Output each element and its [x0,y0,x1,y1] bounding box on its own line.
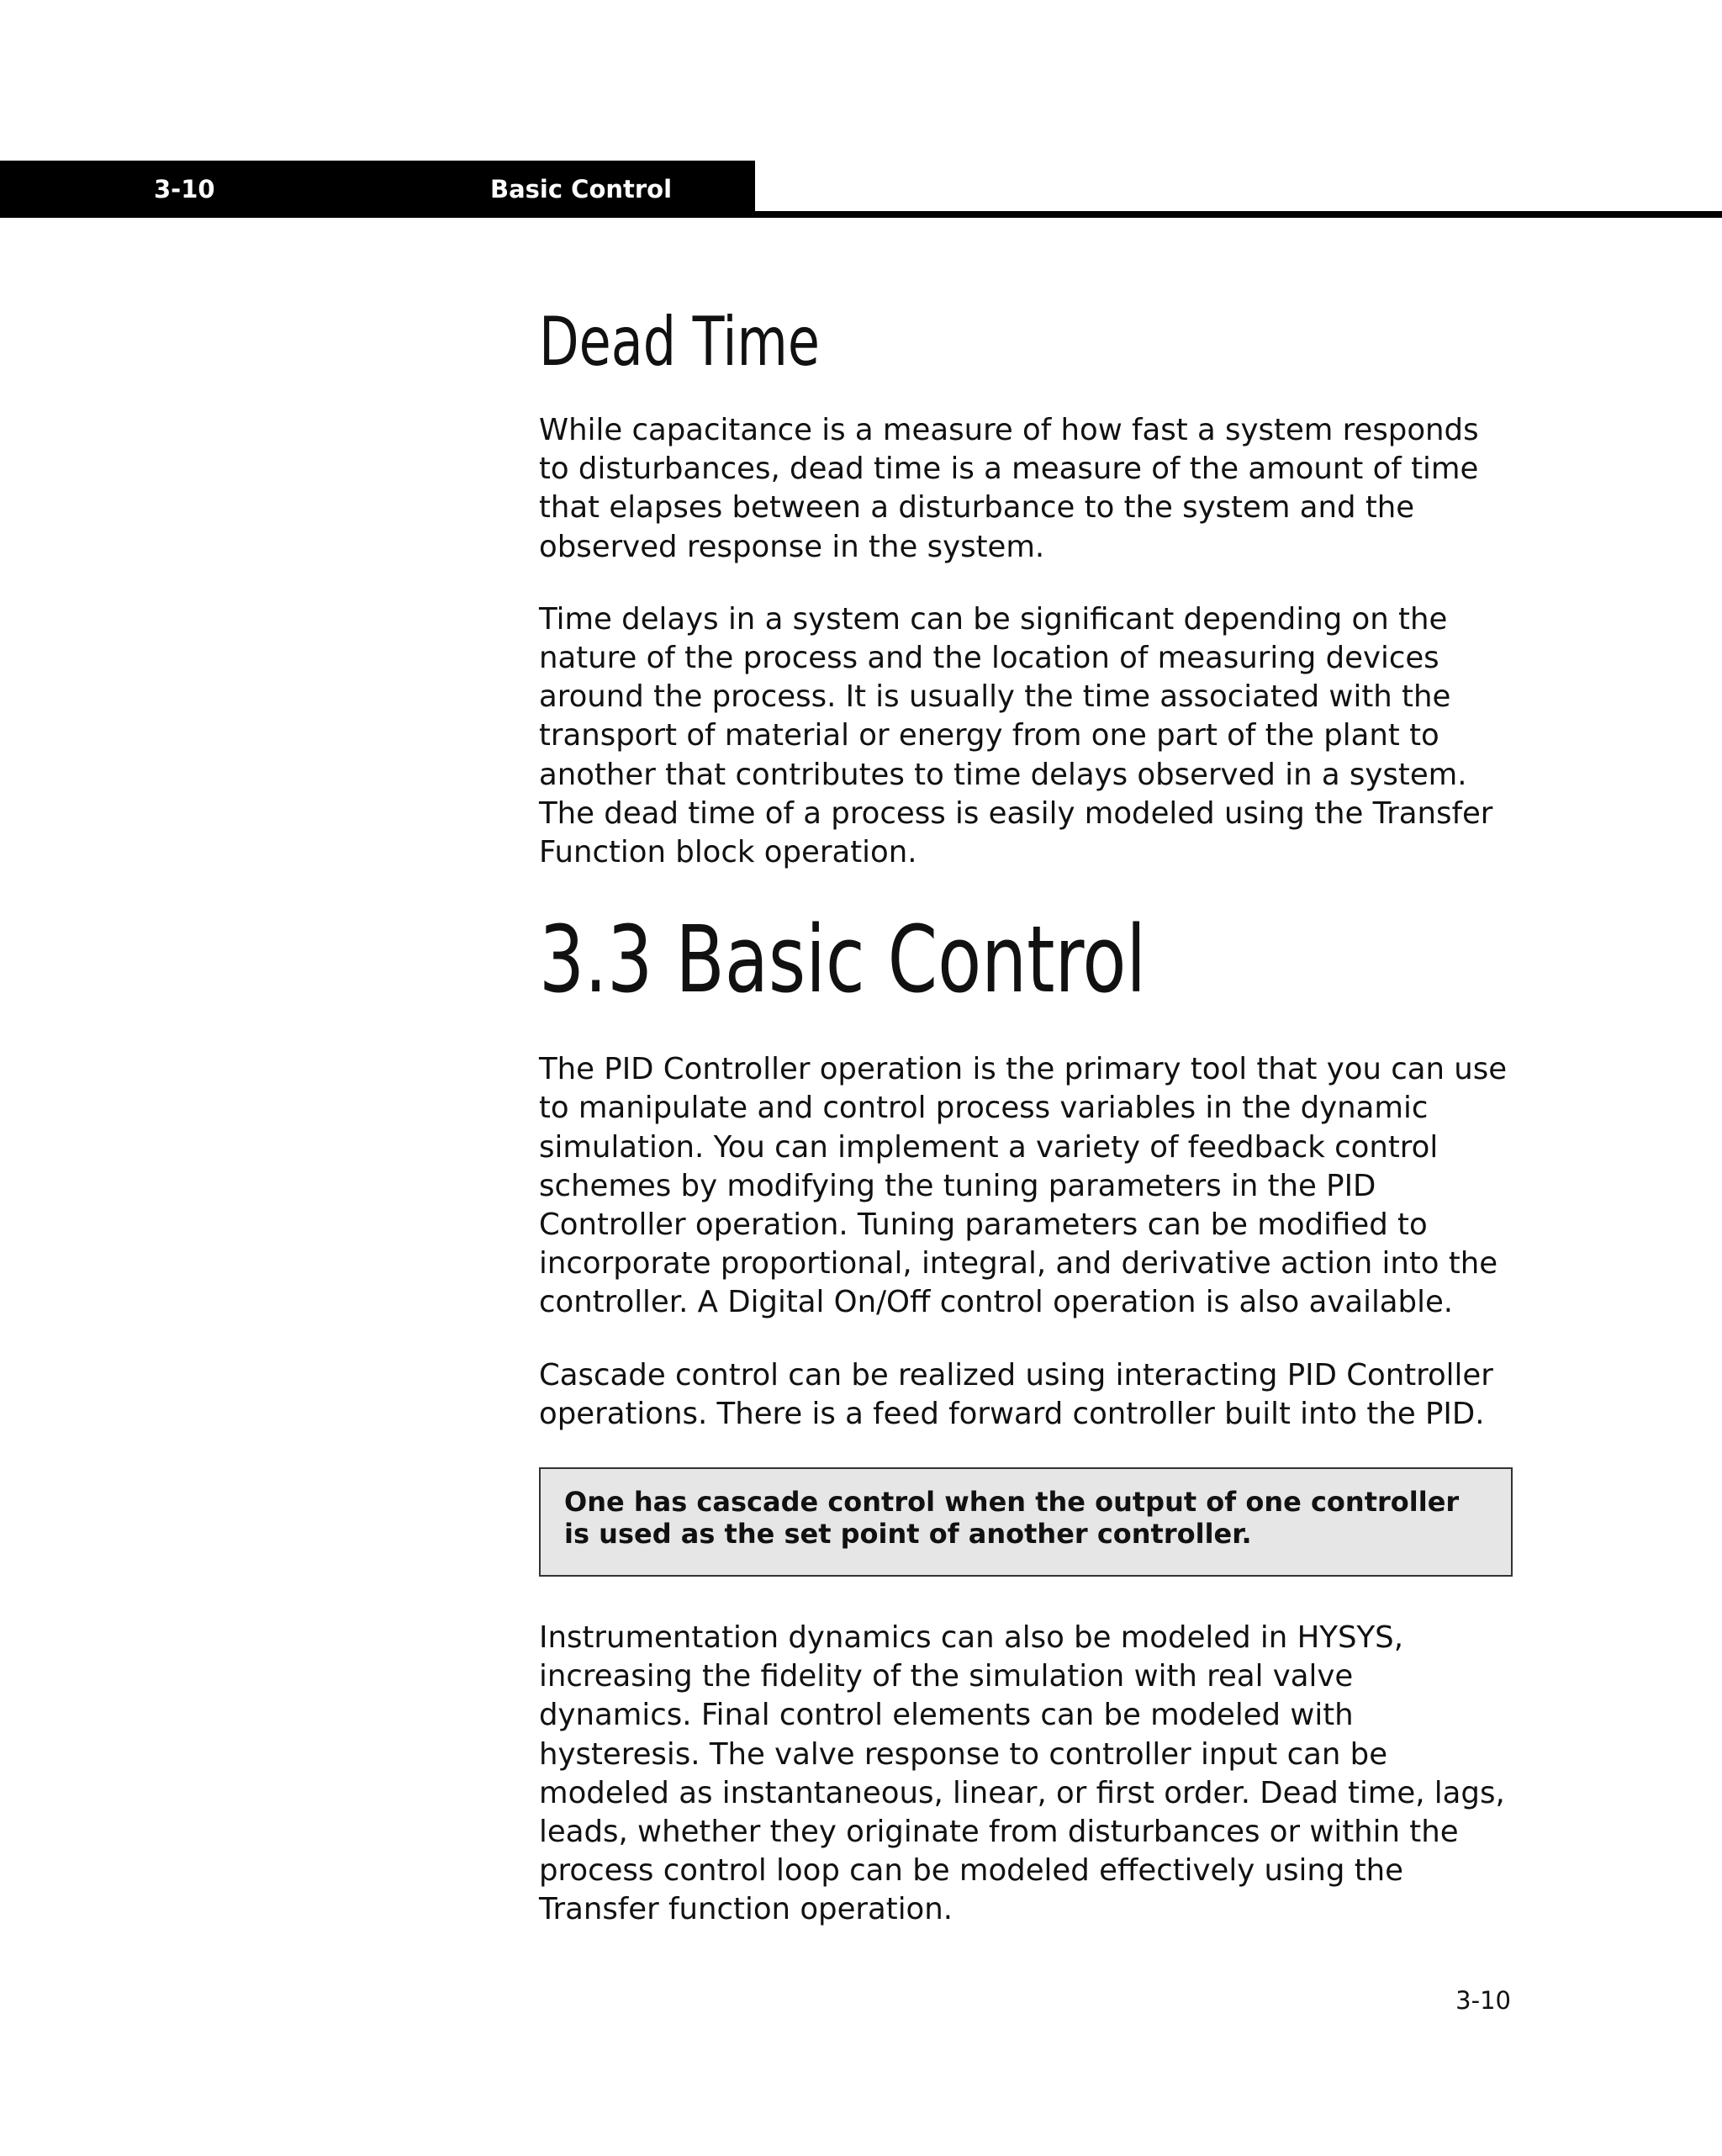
header-rule [755,211,1722,218]
header-page-label: 3-10 [154,175,215,203]
header-chapter-title: Basic Control [490,175,673,203]
dead-time-paragraph-1: While capacitance is a measure of how fast a system responds to disturbances, dead time is a measure of the amount of time that elapses between a disturbance to the system and the observed response in the system. [539,413,1479,564]
dead-time-heading: Dead Time [539,303,820,381]
basic-control-paragraph-1: The PID Controller operation is the primary tool that you can use to manipulate and control process variables in the dynamic simulation. You can implement a variety of feedback control schemes by modifying the tuning parameters in the PID Controller operation. Tuning parameters can be modified to incorporate proportional, integral, and derivative action into the controller. A Digital On/Off control operation is also available. [539,1052,1508,1320]
basic-control-paragraph-3: Instrumentation dynamics can also be modeled in HYSYS, increasing the fidelity of the simulation with real valve dynamics. Final control elements can be modeled with hysteresis. The valve response to controller input can be modeled as instantaneous, linear, or first order. Dead time, lags, leads, whether they originate from disturbances or within the process control loop can be modeled effectively using the Transfer function operation. [539,1620,1505,1927]
footer-page-number: 3-10 [1455,1986,1511,2015]
basic-control-paragraph-2: Cascade control can be realized using interacting PID Controller operations. There is a feed forward controller built into the PID. [539,1357,1493,1431]
basic-control-heading: 3.3 Basic Control [539,906,1147,1014]
page-content [539,303,1513,1963]
dead-time-paragraph-2: Time delays in a system can be significant depending on the nature of the process and the location of measuring devices around the process. It is usually the time associated with the transport of material or energy from one part of the plant to another that contributes to time delays observed in a system. The dead time of a process is easily modeled using the Transfer Function block operation. [539,601,1493,870]
note-box: One has cascade control when the output of one controller is used as the set point of another controller. [539,1467,1513,1577]
